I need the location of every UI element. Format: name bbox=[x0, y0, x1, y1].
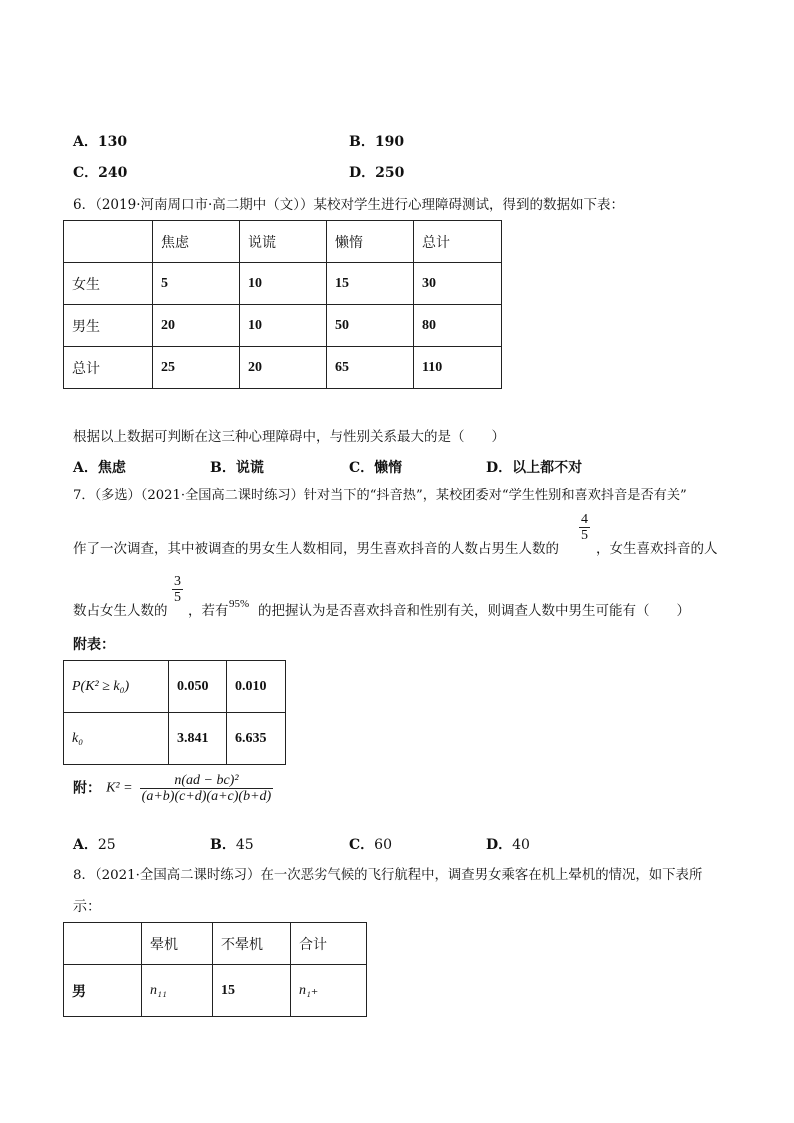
q6-option-d: D．以上都不对 bbox=[486, 460, 583, 476]
q5-option-d: D．250 bbox=[349, 165, 405, 181]
table-cell: n₁₊ bbox=[291, 965, 367, 1017]
q6-option-b: B．说谎 bbox=[210, 460, 264, 476]
q5-option-a: A．130 bbox=[73, 134, 128, 150]
fraction-denominator: 5 bbox=[174, 590, 181, 605]
table-row bbox=[64, 347, 502, 389]
table-cell: 20 bbox=[240, 347, 327, 389]
q6-option-a: A．焦虑 bbox=[73, 460, 126, 476]
table-row bbox=[64, 305, 502, 347]
table-cell: 110 bbox=[414, 347, 502, 389]
q6-stem: 6．（2019·河南周口市·高二期中（文））某校对学生进行心理障碍测试，得到的数据如下表： bbox=[73, 197, 625, 213]
table-cell: 15 bbox=[213, 965, 291, 1017]
table-cell: 0.050 bbox=[169, 661, 227, 713]
q6-option-c: C．懒惰 bbox=[349, 460, 403, 476]
table-cell: 3.841 bbox=[169, 713, 227, 765]
q7-fraction-4-5 bbox=[579, 512, 590, 543]
table-cell: 30 bbox=[414, 263, 502, 305]
table-cell: 男生 bbox=[64, 305, 153, 347]
table-cell: 晕机 bbox=[142, 923, 213, 965]
fraction-numerator: 3 bbox=[174, 574, 181, 589]
table-cell: 80 bbox=[414, 305, 502, 347]
fraction-numerator: 4 bbox=[581, 512, 588, 527]
table-cell: 50 bbox=[327, 305, 414, 347]
q7-option-d: D．40 bbox=[486, 837, 530, 853]
q7-formula bbox=[73, 773, 273, 804]
table-header-row bbox=[64, 923, 367, 965]
table-cell: 10 bbox=[240, 305, 327, 347]
table-cell: 焦虑 bbox=[153, 221, 240, 263]
q7-line3-c: 的把握认为是否喜欢抖音和性别有关，则调查人数中男生可能有（ ） bbox=[258, 603, 690, 619]
table-row bbox=[64, 263, 502, 305]
table-cell: n₁₁ bbox=[142, 965, 213, 1017]
q7-line2-a: 作了一次调查，其中被调查的男女生人数相同，男生喜欢抖音的人数占男生人数的 bbox=[73, 541, 559, 557]
table-cell: 男 bbox=[64, 965, 142, 1017]
q7-critical-value-table bbox=[63, 660, 286, 765]
table-cell-p-label: P(K² ≥ k₀) bbox=[64, 661, 169, 713]
table-cell: 不晕机 bbox=[213, 923, 291, 965]
table-cell: 总计 bbox=[414, 221, 502, 263]
q7-option-c: C．60 bbox=[349, 837, 392, 853]
formula-numerator: n(ad − bc)² bbox=[140, 773, 274, 789]
formula-denominator: (a+b)(c+d)(a+c)(b+d) bbox=[141, 789, 272, 804]
formula-lhs: K² = bbox=[106, 780, 133, 796]
q6-question: 根据以上数据可判断在这三种心理障碍中，与性别关系最大的是（ ） bbox=[73, 429, 505, 445]
q7-line3-b: ，若有 bbox=[188, 603, 229, 619]
q8-table bbox=[63, 922, 367, 1017]
table-cell: 懒惰 bbox=[327, 221, 414, 263]
table-cell: 20 bbox=[153, 305, 240, 347]
q6-table bbox=[63, 220, 502, 389]
q8-line1: 8．（2021·全国高二课时练习）在一次恶劣气候的飞行航程中，调查男女乘客在机上晕机的情况，如下表所 bbox=[73, 868, 703, 883]
table-cell bbox=[64, 923, 142, 965]
table-cell: 5 bbox=[153, 263, 240, 305]
q7-percent: 95% bbox=[229, 598, 250, 610]
table-row bbox=[64, 713, 286, 765]
table-cell: 10 bbox=[240, 263, 327, 305]
q7-option-a: A．25 bbox=[73, 837, 116, 853]
q5-option-c: C．240 bbox=[73, 165, 128, 181]
table-cell: 15 bbox=[327, 263, 414, 305]
q7-line2 bbox=[73, 540, 559, 558]
q7-line2-b: ，女生喜欢抖音的人 bbox=[596, 541, 718, 557]
formula-fraction bbox=[140, 773, 274, 804]
table-cell-k-label: k₀ bbox=[64, 713, 169, 765]
q7-appendix-label: 附表： bbox=[73, 637, 115, 653]
table-cell: 说谎 bbox=[240, 221, 327, 263]
q7-fraction-3-5 bbox=[172, 574, 183, 605]
q7-line1: 7．（多选）（2021·全国高二课时练习）针对当下的“抖音热”，某校团委对“学生性别和喜欢抖音是否有关” bbox=[73, 488, 687, 503]
table-cell: 25 bbox=[153, 347, 240, 389]
table-cell: 0.010 bbox=[227, 661, 286, 713]
q7-option-b: B．45 bbox=[210, 837, 254, 853]
table-cell: 合计 bbox=[291, 923, 367, 965]
q8-line2: 示： bbox=[73, 899, 101, 915]
table-cell: 总计 bbox=[64, 347, 153, 389]
q5-option-b: B．190 bbox=[349, 134, 405, 150]
table-cell: 6.635 bbox=[227, 713, 286, 765]
q7-line3-a: 数占女生人数的 bbox=[73, 603, 168, 619]
table-header-row bbox=[64, 221, 502, 263]
fraction-denominator: 5 bbox=[581, 528, 588, 543]
table-cell: 65 bbox=[327, 347, 414, 389]
table-row bbox=[64, 965, 367, 1017]
table-cell bbox=[64, 221, 153, 263]
table-row bbox=[64, 661, 286, 713]
table-cell: 女生 bbox=[64, 263, 153, 305]
formula-prefix: 附： bbox=[73, 780, 101, 797]
